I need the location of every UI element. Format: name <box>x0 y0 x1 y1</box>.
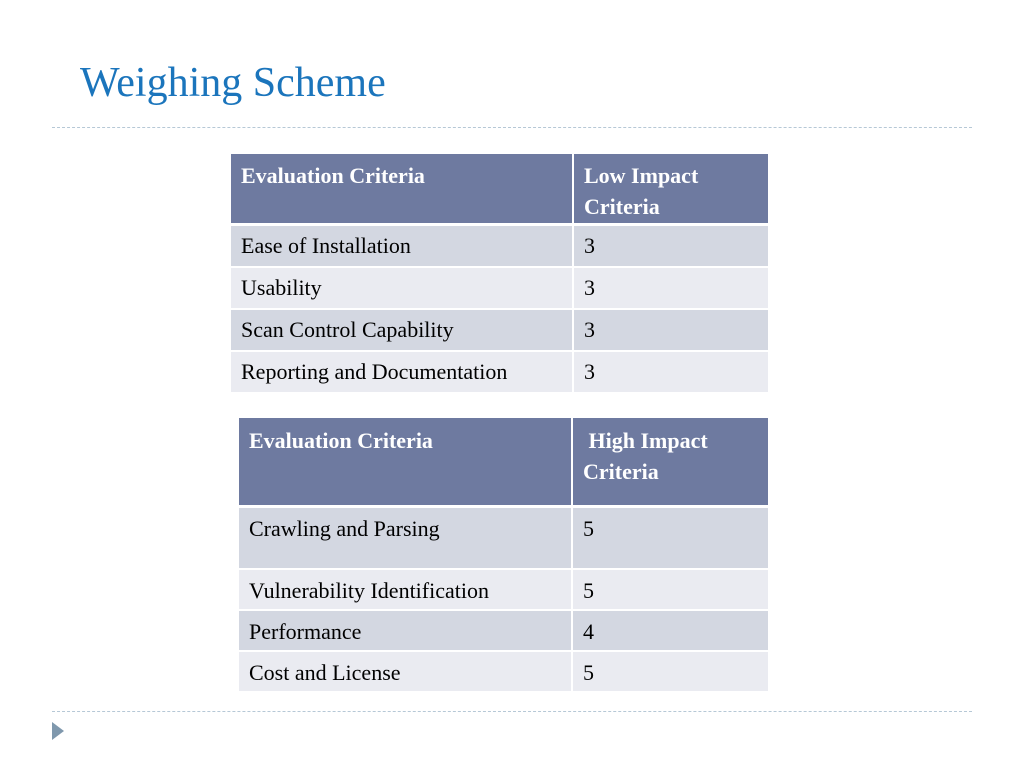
table-row <box>231 266 768 308</box>
title-divider <box>52 127 972 128</box>
table-row <box>239 650 768 691</box>
table-header-row <box>239 418 768 506</box>
weight-cell: 5 <box>571 650 768 691</box>
criterion-cell: Usability <box>231 266 572 308</box>
triangle-right-icon <box>52 722 64 740</box>
header-evaluation-criteria: Evaluation Criteria <box>231 154 572 224</box>
weight-cell: 5 <box>571 568 768 609</box>
weight-cell: 4 <box>571 609 768 650</box>
low-impact-criteria-table <box>231 154 768 392</box>
header-evaluation-criteria: Evaluation Criteria <box>239 418 571 506</box>
slide-title: Weighing Scheme <box>80 60 386 106</box>
header-low-impact-criteria: Low Impact Criteria <box>572 154 768 224</box>
table-row <box>239 568 768 609</box>
footer-divider <box>52 711 972 712</box>
criterion-cell: Performance <box>239 609 571 650</box>
table-header-row <box>231 154 768 224</box>
criterion-cell: Crawling and Parsing <box>239 506 571 568</box>
table-row <box>231 308 768 350</box>
table-row <box>239 506 768 568</box>
weight-cell: 3 <box>572 224 768 266</box>
table-row <box>231 224 768 266</box>
criterion-cell: Ease of Installation <box>231 224 572 266</box>
table-row <box>239 609 768 650</box>
criterion-cell: Cost and License <box>239 650 571 691</box>
criterion-cell: Vulnerability Identification <box>239 568 571 609</box>
table-row <box>231 350 768 392</box>
weight-cell: 3 <box>572 350 768 392</box>
weight-cell: 3 <box>572 308 768 350</box>
criterion-cell: Scan Control Capability <box>231 308 572 350</box>
weight-cell: 5 <box>571 506 768 568</box>
criterion-cell: Reporting and Documentation <box>231 350 572 392</box>
high-impact-criteria-table <box>239 418 768 691</box>
weight-cell: 3 <box>572 266 768 308</box>
header-high-impact-criteria: High Impact Criteria <box>571 418 768 506</box>
